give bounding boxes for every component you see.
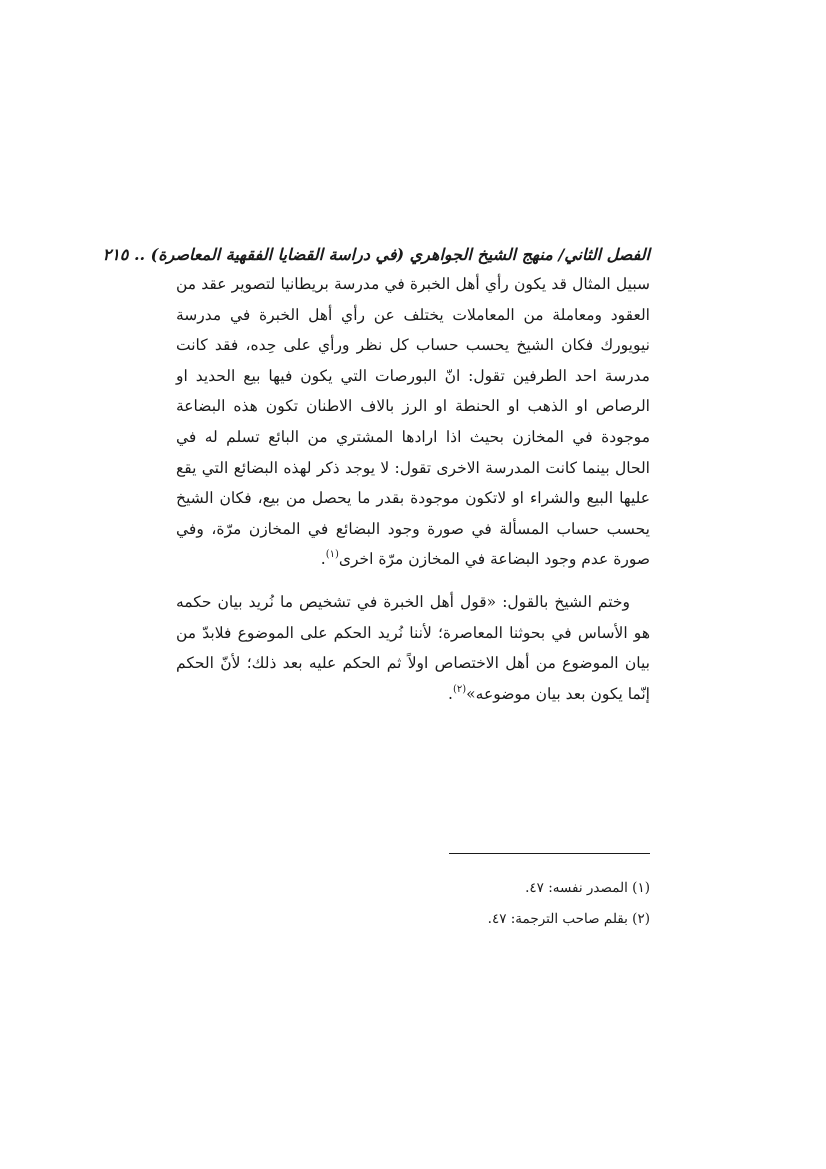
paragraph-end: . — [320, 550, 326, 569]
paragraph — [176, 587, 650, 709]
paragraph-end: . — [448, 684, 453, 703]
paragraph-text: سبيل المثال قد يكون رأي أهل الخبرة في مدرسة بريطانيا لتصوير عقد من العقود ومعاملة من المعاملات يختلف عن رأي أهل الخبرة في مدرسة نيويورك فكان الشيخ يحسب حساب كل نظر ورأي على حِده، فقد كانت مدرسة احد الطرفين تقول: انّ البورصات التي يكون فيها بيع الحديد او الرصاص او الذهب او الحنطة او الرز بالاف الاطنان تكون هذه البضاعة موجودة في المخازن بحيث اذا ارادها المشتري من البائع تسلم له في الحال بينما كانت المدرسة الاخرى تقول: لا يوجد ذكر لهذه البضائع التي يقع عليها البيع والشراء او لاتكون موجودة بقدر ما يحصل من بيع، فكان الشيخ يحسب حساب المسألة في صورة وجود البضائع في المخازن مرّة، وفي صورة عدم وجود البضاعة في المخازن مرّة اخرى — [176, 275, 650, 569]
footnote-reference[interactable]: (١) — [325, 549, 339, 561]
paragraph — [176, 269, 650, 575]
footnote-separator — [449, 853, 650, 854]
running-header: الفصل الثاني/ منهج الشيخ الجواهري (في دراسة القضايا الفقهية المعاصرة) .. ٢١٥ — [102, 245, 650, 264]
footnote: (٢) بقلم صاحب الترجمة: ٤٧. — [487, 911, 650, 927]
footnote-reference[interactable]: (٢) — [452, 683, 467, 695]
paragraph-text: وختم الشيخ بالقول: «قول أهل الخبرة في تشخيص ما نُريد بيان حكمه هو الأساس في بحوثنا المعاصرة؛ لأننا نُريد الحكم على الموضوع فلابدّ من بيان الموضوع من أهل الاختصاص اولاً ثم الحكم عليه بعد ذلك؛ لأنّ الحكم إنّما يكون بعد بيان موضوعه» — [176, 592, 650, 703]
footnotes — [300, 873, 650, 935]
footnote: (١) المصدر نفسه: ٤٧. — [525, 880, 650, 896]
body-text — [176, 269, 650, 709]
